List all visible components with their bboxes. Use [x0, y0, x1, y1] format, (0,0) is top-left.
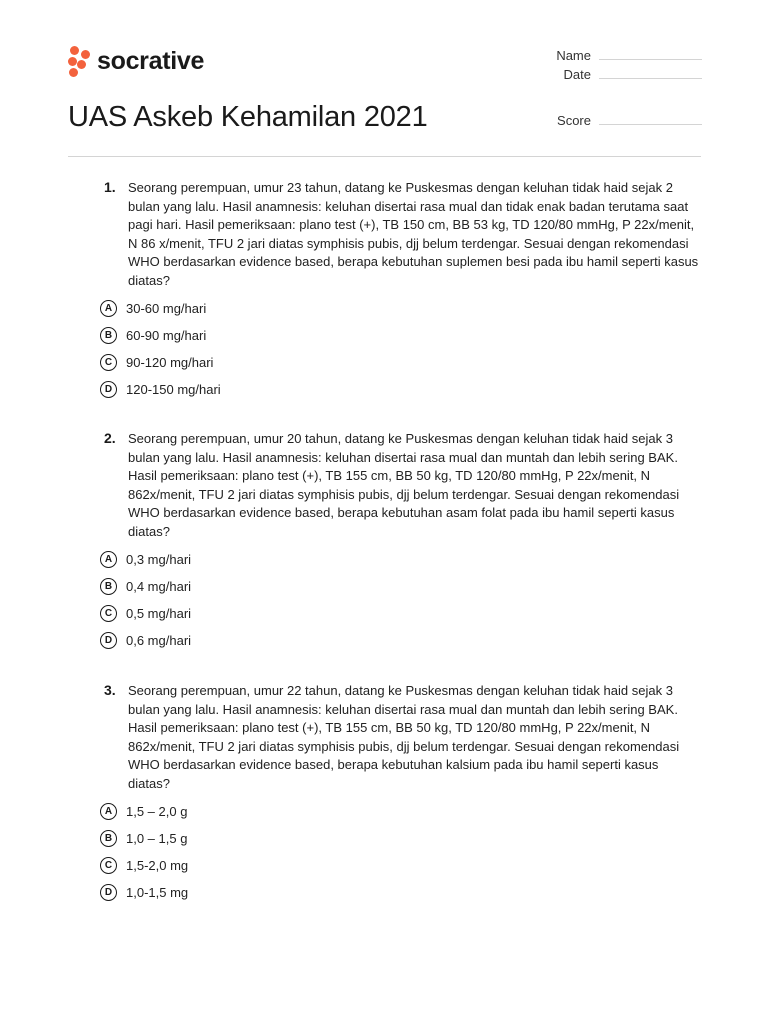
option-bubble[interactable]: A — [100, 551, 117, 568]
question-text: Seorang perempuan, umur 20 tahun, datang ke Puskesmas dengan keluhan tidak haid sejak 3 bulan yang lalu. Hasil anamnesis: keluhan disertai rasa mual dan muntah dan lebih sering BAK. Hasil pemeriksaan: plano test (+), TB 155 cm, BB 50 kg, TD 120/80 mmHg, P 22x/menit, N 862x/menit, TFU 2 jari diatas symphisis pubis, djj belum terdengar. Sesuai dengan rekomendasi WHO berdasarkan evidence based, berapa kebutuhan asam folat pada ibu hamil seperti kasus diatas? — [128, 431, 680, 539]
option-text: 30-60 mg/hari — [126, 300, 207, 316]
question-3 — [100, 682, 700, 906]
option-bubble[interactable]: B — [100, 327, 117, 344]
question-number: 3. — [104, 682, 116, 698]
option-d[interactable] — [100, 879, 700, 906]
header-divider — [68, 156, 701, 157]
socrative-logo-icon — [66, 44, 94, 78]
option-b[interactable] — [100, 825, 700, 852]
option-bubble[interactable]: C — [100, 354, 117, 371]
page-title: UAS Askeb Kehamilan 2021 — [68, 101, 428, 133]
option-bubble[interactable]: D — [100, 884, 117, 901]
option-bubble[interactable]: C — [100, 857, 117, 874]
score-line — [599, 123, 702, 125]
option-c[interactable] — [100, 349, 700, 376]
answer-options — [100, 798, 700, 906]
question-number: 2. — [104, 430, 116, 446]
option-d[interactable] — [100, 627, 700, 654]
option-text: 120-150 mg/hari — [126, 381, 221, 397]
option-text: 0,4 mg/hari — [126, 578, 192, 594]
option-text: 90-120 mg/hari — [126, 354, 214, 370]
question-1 — [100, 179, 700, 403]
option-c[interactable] — [100, 852, 700, 879]
question-text: Seorang perempuan, umur 22 tahun, datang ke Puskesmas dengan keluhan tidak haid sejak 3 bulan yang lalu. Hasil anamnesis: keluhan disertai rasa mual dan muntah dan lebih sering BAK. Hasil pemeriksaan: plano test (+), TB 155 cm, BB 50 kg, TD 120/80 mmHg, P 22x/menit, N 862x/menit, TFU 2 jari diatas symphisis pubis, djj belum terdengar. Sesuai dengan rekomendasi WHO berdasarkan evidence based, berapa kebutuhan kalsium pada ibu hamil seperti kasus diatas? — [128, 683, 680, 791]
brand-logo — [66, 44, 204, 78]
option-bubble[interactable]: C — [100, 605, 117, 622]
question-2 — [100, 430, 700, 654]
question-number: 1. — [104, 179, 116, 195]
option-text: 1,0 – 1,5 g — [126, 830, 188, 846]
option-bubble[interactable]: D — [100, 381, 117, 398]
option-a[interactable] — [100, 546, 700, 573]
answer-options — [100, 295, 700, 403]
option-d[interactable] — [100, 376, 700, 403]
option-bubble[interactable]: D — [100, 632, 117, 649]
date-field — [550, 67, 702, 82]
option-b[interactable] — [100, 322, 700, 349]
name-label: Name — [556, 48, 591, 63]
option-text: 1,0-1,5 mg — [126, 884, 189, 900]
name-line — [599, 58, 702, 60]
option-text: 0,6 mg/hari — [126, 632, 192, 648]
option-bubble[interactable]: B — [100, 578, 117, 595]
option-b[interactable] — [100, 573, 700, 600]
date-label: Date — [563, 67, 591, 82]
option-text: 0,5 mg/hari — [126, 605, 192, 621]
option-bubble[interactable]: A — [100, 300, 117, 317]
option-a[interactable] — [100, 295, 700, 322]
option-text: 1,5 – 2,0 g — [126, 803, 188, 819]
option-bubble[interactable]: A — [100, 803, 117, 820]
question-text: Seorang perempuan, umur 23 tahun, datang ke Puskesmas dengan keluhan tidak haid sejak 2 bulan yang lalu. Hasil anamnesis: keluhan disertai rasa mual dan tidak enak badan terutama saat pagi hari. Hasil pemeriksaan: plano test (+), TB 150 cm, BB 53 kg, TD 120/80 mmHg, P 22x/menit, N 86 x/menit, TFU 2 jari diatas symphisis pubis, djj belum terdengar. Sesuai dengan rekomendasi WHO berdasarkan evidence based, berapa kebutuhan suplemen besi pada ibu hamil seperti kasus diatas? — [128, 180, 699, 288]
answer-options — [100, 546, 700, 654]
name-field — [550, 48, 702, 63]
date-line — [599, 77, 702, 79]
option-c[interactable] — [100, 600, 700, 627]
option-text: 0,3 mg/hari — [126, 551, 192, 567]
option-text: 1,5-2,0 mg — [126, 857, 189, 873]
score-label: Score — [557, 113, 591, 128]
option-text: 60-90 mg/hari — [126, 327, 207, 343]
option-a[interactable] — [100, 798, 700, 825]
option-bubble[interactable]: B — [100, 830, 117, 847]
brand-name: socrative — [97, 46, 205, 75]
score-field — [550, 113, 702, 128]
